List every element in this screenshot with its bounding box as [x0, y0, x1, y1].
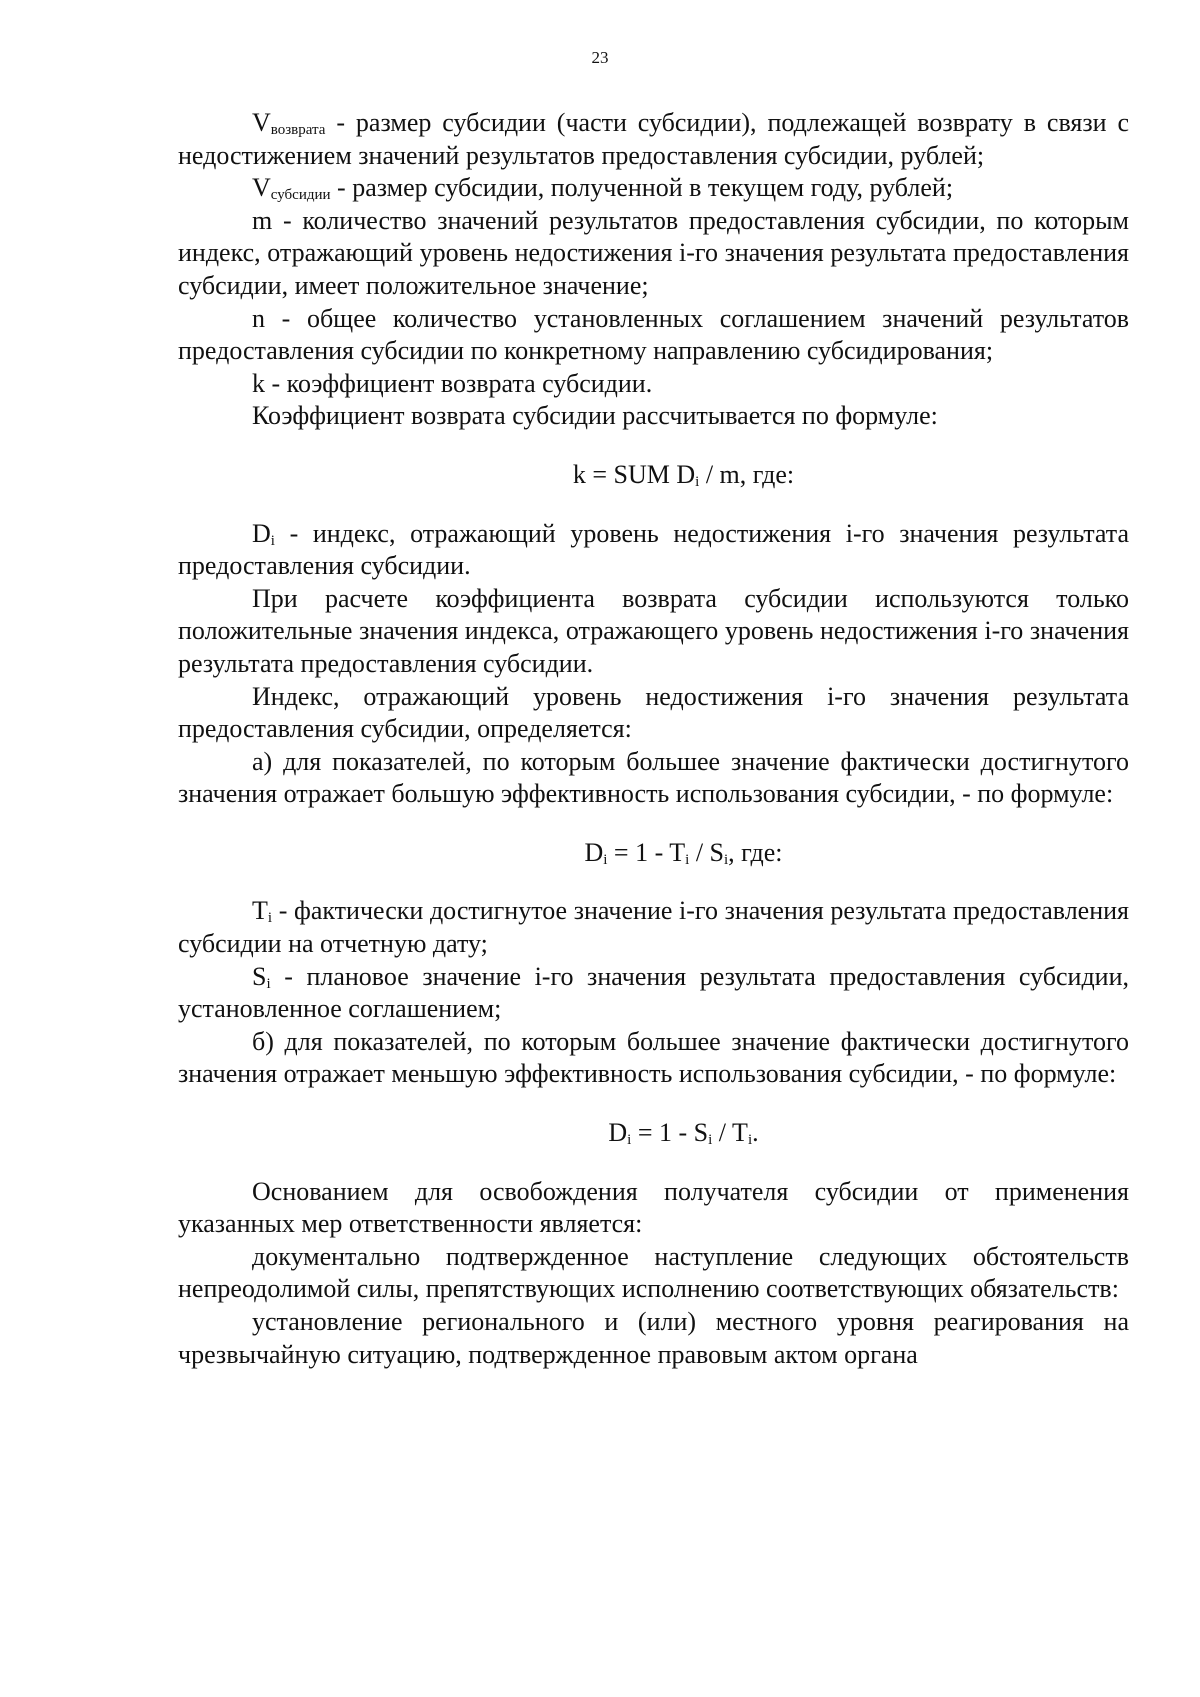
- item-a: а) для показателей, по которым большее значение фактически достигнутого значения отражает большую эффективность использования субсидии, - по формуле:: [178, 746, 1129, 809]
- definition-v-subsidy: [178, 172, 1129, 205]
- definition-text: - размер субсидии, полученной в текущем году, рублей;: [330, 173, 954, 203]
- paragraph-emergency: установление регионального и (или) местного уровня реагирования на чрезвычайную ситуацию, подтвержденное правовым актом органа: [178, 1307, 1129, 1369]
- definition-k: k - коэффициент возврата субсидии.: [252, 368, 653, 398]
- formula-k: k = SUM $D_i$ / m, где:: [572, 459, 795, 490]
- paragraph-basis: Основанием для освобождения получателя субсидии от применения указанных мер ответственности является:: [178, 1176, 1129, 1239]
- symbol-v: V: [252, 173, 271, 203]
- definition-v-return: [178, 107, 1129, 172]
- coefficient-intro: Коэффициент возврата субсидии рассчитывается по формуле:: [252, 401, 938, 431]
- definition-n: n - общее количество установленных соглашением значений результатов предоставления субсидии по конкретному направлению субсидирования;: [178, 303, 1129, 366]
- paragraph-positive-values: При расчете коэффициента возврата субсидии используются только положительные значения индекса, отражающего уровень недостижения i-го значения результата предоставления субсидии.: [178, 583, 1129, 678]
- definition-di: $D_i$ - индекс, отражающий уровень недостижения i-го значения результата предоставления субсидии.: [178, 518, 1129, 581]
- formula-b: $D_i = 1 - S_i / T_i$.: [608, 1118, 759, 1149]
- symbol-v: V: [252, 108, 271, 137]
- paragraph-index-definition: Индекс, отражающий уровень недостижения i-го значения результата предоставления субсидии, определяется:: [178, 681, 1129, 744]
- subscript-subsidy: субсидии: [270, 187, 331, 204]
- formula-a: $D_i = 1 - T_i / S_i$, где:: [584, 837, 783, 868]
- definition-text: - размер субсидии (части субсидии), подлежащей возврату в связи с недостижением значений результатов предоставления субсидии, рублей;: [178, 108, 1129, 170]
- page-number: 23: [591, 48, 609, 67]
- document-body: [178, 107, 1129, 1371]
- subscript-return: возврата: [270, 122, 326, 138]
- item-b: б) для показателей, по которым большее значение фактически достигнутого значения отражает меньшую эффективность использования субсидии, - по формуле:: [178, 1026, 1129, 1089]
- definition-ti: $T_i$ - фактически достигнутое значение i-го значения результата предоставления субсидии на отчетную дату;: [178, 896, 1129, 959]
- definition-si: $S_i$ - плановое значение i-го значения результата предоставления субсидии, установленное соглашением;: [178, 961, 1129, 1024]
- paragraph-documented: документально подтвержденное наступление следующих обстоятельств непреодолимой силы, препятствующих исполнению соответствующих обязательств:: [178, 1241, 1129, 1304]
- definition-m: m - количество значений результатов предоставления субсидии, по которым индекс, отражающий уровень недостижения i-го значения результата предоставления субсидии, имеет положительное значение;: [178, 205, 1129, 300]
